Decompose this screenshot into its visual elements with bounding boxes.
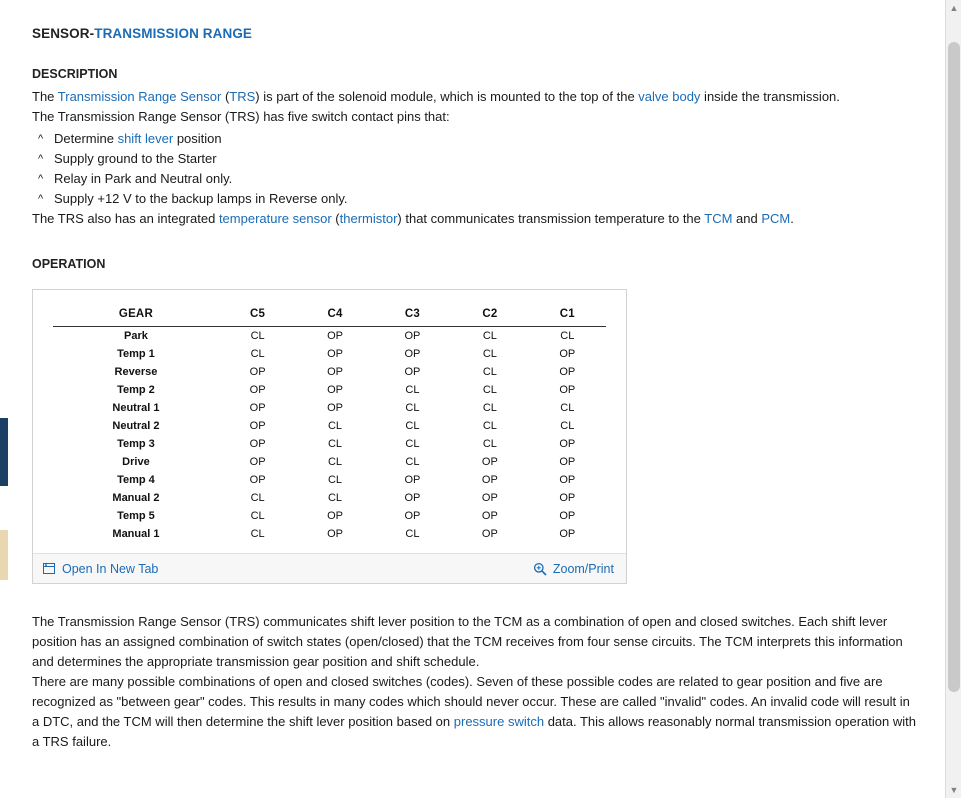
cell-c5: CL (250, 528, 265, 540)
operation-text-b: data. This allows reasonably normal transmission operation with a TRS failure. (32, 714, 916, 749)
cell-c4: OP (327, 384, 343, 396)
list-item (36, 149, 917, 169)
operation-text-block (32, 612, 917, 752)
cell-c5: OP (249, 366, 266, 378)
operation-heading: OPERATION (32, 257, 106, 271)
table-row (53, 363, 606, 381)
description-bullet-list (32, 129, 917, 209)
table-row (53, 399, 606, 417)
cell-c1: OP (559, 474, 576, 486)
column-header-c2: C2 (482, 308, 498, 320)
cell-gear: Neutral 2 (112, 420, 160, 432)
cell-c4: OP (327, 366, 343, 378)
desc-text-d: inside the transmission. (700, 89, 840, 104)
scroll-down-arrow-icon[interactable]: ▼ (949, 785, 959, 795)
cell-c5: OP (249, 438, 266, 450)
cell-c2: OP (481, 492, 498, 504)
cell-c2: OP (481, 510, 498, 522)
cell-c5: OP (249, 402, 266, 414)
cell-c1: OP (559, 492, 576, 504)
cell-c2: OP (481, 456, 498, 468)
cell-gear: Neutral 1 (112, 402, 160, 414)
cell-c1: CL (560, 330, 575, 342)
table-row (53, 507, 606, 525)
cell-c3: OP (404, 510, 421, 522)
scrollbar-thumb[interactable] (948, 42, 960, 692)
cell-gear: Temp 5 (117, 510, 155, 522)
desc-text-b: ( (221, 89, 230, 104)
cell-c1: OP (559, 438, 576, 450)
caret-icon: ^ (38, 193, 44, 205)
cell-c1: OP (559, 366, 576, 378)
page-title-link[interactable]: TRANSMISSION RANGE (94, 26, 253, 41)
link-pressure-switch[interactable]: pressure switch (453, 714, 545, 729)
link-temperature-sensor[interactable]: temperature sensor (218, 211, 332, 226)
bullet-text-pre: Determine (54, 131, 118, 146)
open-in-new-tab-button[interactable] (43, 562, 158, 576)
magnifier-icon (533, 562, 547, 576)
cell-c3: OP (404, 366, 421, 378)
cell-gear: Temp 3 (117, 438, 155, 450)
page-title-prefix: SENSOR- (32, 26, 95, 41)
scroll-up-arrow-icon[interactable]: ▲ (949, 3, 959, 13)
table-row (53, 471, 606, 489)
cell-c5: CL (250, 510, 265, 522)
new-tab-icon (43, 562, 56, 575)
cell-c5: OP (249, 456, 266, 468)
cell-gear: Temp 2 (117, 384, 155, 396)
cell-c2: CL (482, 384, 497, 396)
page-title (32, 26, 917, 41)
cell-c5: OP (249, 474, 266, 486)
bullet-text-pre: Relay in Park and Neutral only. (54, 171, 233, 186)
cell-c2: CL (482, 420, 497, 432)
link-valve-body[interactable]: valve body (638, 89, 701, 104)
link-transmission-range-sensor[interactable]: Transmission Range Sensor (57, 89, 222, 104)
cell-c4: OP (327, 510, 343, 522)
zoom-print-label: Zoom/Print (552, 561, 614, 576)
link-pcm[interactable]: PCM (761, 211, 791, 226)
note-text-a: The TRS also has an integrated (32, 211, 219, 226)
table-row (53, 327, 606, 346)
link-trs[interactable]: TRS (229, 89, 256, 104)
cell-c1: OP (559, 348, 576, 360)
column-header-c5: C5 (250, 308, 266, 320)
cell-c1: CL (560, 420, 575, 432)
description-paragraph-2: The Transmission Range Sensor (TRS) has five switch contact pins that: (32, 109, 450, 124)
cell-c3: CL (405, 420, 420, 432)
cell-c4: OP (327, 348, 343, 360)
table-header (53, 304, 606, 327)
cell-c4: CL (327, 420, 343, 432)
gear-state-table (53, 304, 606, 543)
table-row (53, 381, 606, 399)
cell-c1: OP (559, 510, 576, 522)
cell-c3: OP (404, 330, 421, 342)
column-header-c3: C3 (404, 308, 420, 320)
cell-c4: CL (327, 474, 343, 486)
cell-c4: CL (327, 492, 343, 504)
cell-c1: OP (559, 528, 576, 540)
column-header-c4: C4 (327, 308, 343, 320)
note-text-c: ) that communicates transmission temperature to the (397, 211, 705, 226)
bullet-text-pre: Supply +12 V to the backup lamps in Reverse only. (54, 191, 348, 206)
bullet-text-post: position (173, 131, 222, 146)
cell-gear: Reverse (114, 366, 158, 378)
cell-gear: Manual 2 (112, 492, 160, 504)
cell-c2: CL (482, 348, 497, 360)
cell-gear: Park (124, 330, 148, 342)
figure-footer (33, 553, 626, 583)
operation-paragraph-2 (32, 672, 917, 752)
list-item (36, 129, 917, 149)
description-paragraph-1 (32, 87, 917, 107)
open-in-new-tab-label: Open In New Tab (62, 561, 159, 576)
table-row (53, 345, 606, 363)
cell-c2: CL (482, 366, 497, 378)
note-text-b: ( (331, 211, 340, 226)
cell-c2: CL (482, 402, 497, 414)
cell-c2: CL (482, 330, 497, 342)
cell-c1: OP (559, 456, 576, 468)
cell-c1: CL (560, 402, 575, 414)
description-heading: DESCRIPTION (32, 67, 118, 81)
table-body (53, 327, 606, 544)
cell-c3: CL (405, 384, 420, 396)
cell-c3: OP (404, 348, 421, 360)
cell-c4: OP (327, 330, 343, 342)
vertical-scrollbar[interactable] (945, 0, 961, 798)
note-text-d: and (732, 211, 762, 226)
operation-text-a: There are many possible combinations of open and closed switches (codes). Seven of these possible codes are related to gear position and five are recognized as "between gear" codes. This results in many codes which should never occur. These are called "invalid" codes. An invalid code will result in a DTC, and the TCM will then determine the shift lever position based on (32, 674, 910, 729)
table-row (53, 417, 606, 435)
cell-c4: OP (327, 402, 343, 414)
cell-c3: CL (405, 438, 420, 450)
bullet-text-pre: Supply ground to the Starter (54, 151, 217, 166)
column-header-gear: GEAR (118, 308, 153, 320)
link-thermistor[interactable]: thermistor (339, 211, 398, 226)
cell-c4: CL (327, 438, 343, 450)
cell-c5: OP (249, 384, 266, 396)
table-row (53, 489, 606, 507)
list-item (36, 189, 917, 209)
link-shift-lever[interactable]: shift lever (117, 131, 174, 146)
cell-c5: CL (250, 330, 265, 342)
cell-c2: OP (481, 474, 498, 486)
cell-c1: OP (559, 384, 576, 396)
cell-c4: OP (327, 528, 343, 540)
cell-gear: Drive (122, 456, 150, 468)
column-header-c1: C1 (559, 308, 575, 320)
figure-body (33, 290, 626, 553)
desc-text-c: ) is part of the solenoid module, which is mounted to the top of the (255, 89, 639, 104)
gear-switch-table-figure (32, 289, 627, 584)
zoom-print-button[interactable] (533, 562, 614, 576)
cell-c3: CL (405, 456, 420, 468)
cell-c5: CL (250, 348, 265, 360)
caret-icon: ^ (38, 153, 44, 165)
desc-text-a: The (32, 89, 58, 104)
cell-c5: CL (250, 492, 265, 504)
cell-c2: CL (482, 438, 497, 450)
cell-gear: Temp 1 (117, 348, 155, 360)
cell-c2: OP (481, 528, 498, 540)
table-row (53, 453, 606, 471)
cell-c3: OP (404, 474, 421, 486)
caret-icon: ^ (38, 173, 44, 185)
table-row (53, 525, 606, 543)
caret-icon: ^ (38, 133, 44, 145)
note-text-e: . (790, 211, 794, 226)
cell-gear: Temp 4 (117, 474, 155, 486)
operation-paragraph-1: The Transmission Range Sensor (TRS) communicates shift lever position to the TCM as a combination of open and closed switches. Each shift lever position has an assigned combination of switch states (open/closed) that the TCM receives from four sense circuits. The TCM interprets this information and determines the appropriate transmission gear position and shift schedule. (32, 614, 903, 669)
trs-thermistor-note (32, 209, 917, 229)
list-item (36, 169, 917, 189)
cell-gear: Manual 1 (112, 528, 160, 540)
cell-c3: CL (405, 528, 420, 540)
cell-c3: CL (405, 402, 420, 414)
cell-c3: OP (404, 492, 421, 504)
table-row (53, 435, 606, 453)
link-tcm[interactable]: TCM (704, 211, 733, 226)
cell-c4: CL (327, 456, 343, 468)
cell-c5: OP (249, 420, 266, 432)
